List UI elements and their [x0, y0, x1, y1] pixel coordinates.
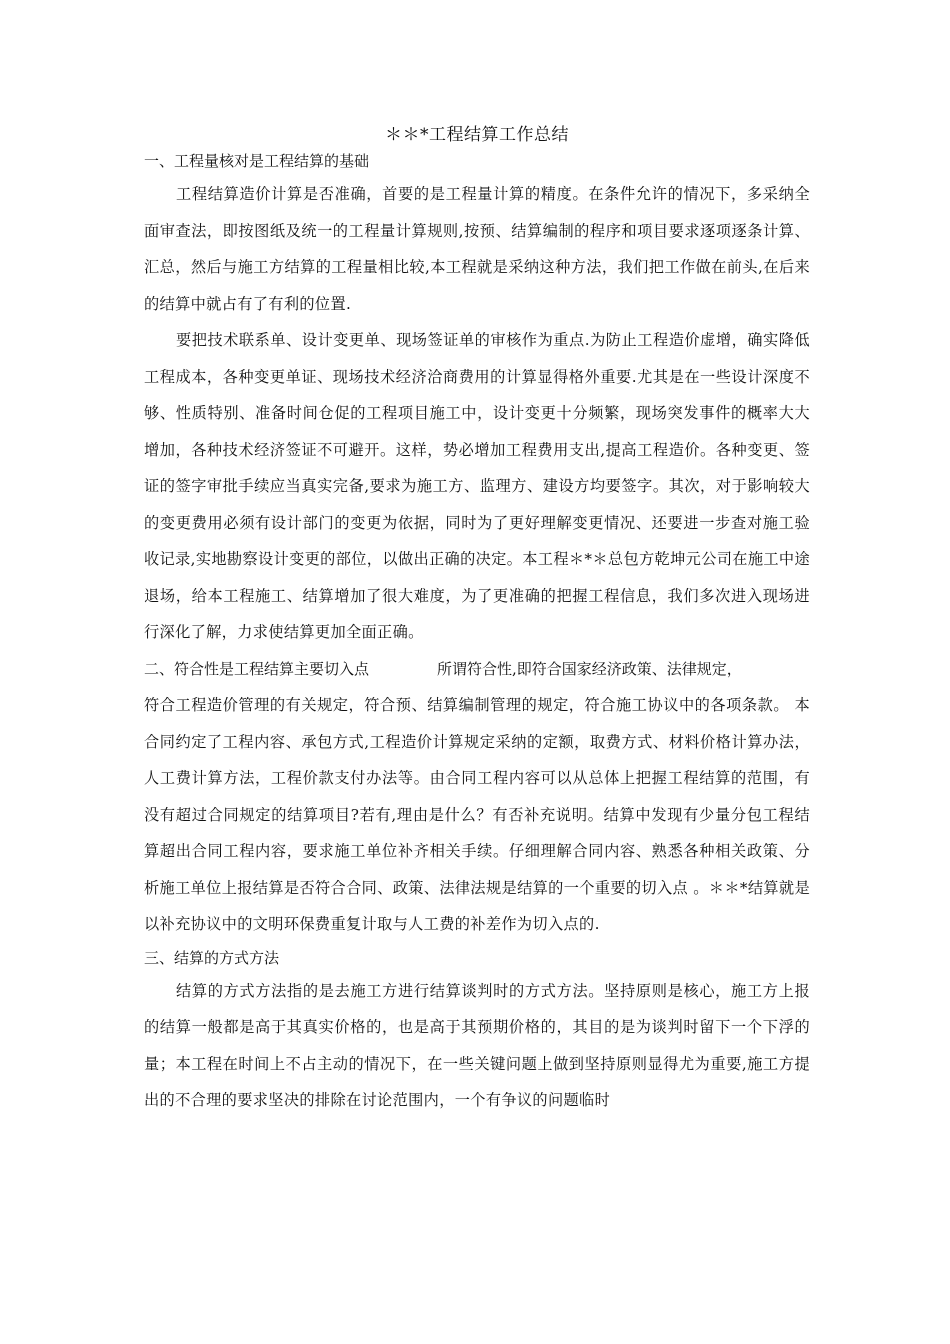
section-1 [144, 150, 810, 651]
paragraph: 要把技术联系单、设计变更单、现场签证单的审核作为重点.为防止工程造价虚增，确实降低工程成本，各种变更单证、现场技术经济洽商费用的计算显得格外重要.尤其是在一些设计深度不够、性质特别、准备时间仓促的工程项目施工中，设计变更十分频繁，现场突发事件的概率大大增加，各种技术经济签证不可避开。这样，势必增加工程费用支出,提高工程造价。各种变更、签证的签字审批手续应当真实完备,要求为施工方、监理方、建设方均要签字。其次，对于影响较大的变更费用必须有设计部门的变更为依据，同时为了更好理解变更情况、还要进一步查对施工验收记录,实地勘察设计变更的部位，以做出正确的决定。本工程＊*＊总包方乾坤元公司在施工中途退场，给本工程施工、结算增加了很大难度，为了更准确的把握工程信息，我们多次进入现场进行深化了解，力求使结算更加全面正确。 [144, 331, 810, 641]
section-heading: 一、工程量核对是工程结算的基础 [144, 152, 370, 170]
section-heading-line [144, 651, 810, 688]
section-heading: 三、结算的方式方法 [144, 948, 280, 967]
section-2 [144, 651, 810, 943]
paragraph: 工程结算造价计算是否准确，首要的是工程量计算的精度。在条件允许的情况下，多采纳全面审查法，即按图纸及统一的工程量计算规则,按预、结算编制的程序和项目要求逐项逐条计算、汇总，然后与施工方结算的工程量相比较,本工程就是采纳这种方法，我们把工作做在前头,在后来的结算中就占有了有利的位置. [144, 185, 810, 313]
document-page [144, 120, 810, 1119]
section-heading: 二、符合性是工程结算主要切入点 [144, 659, 370, 678]
section-3 [144, 947, 810, 1119]
paragraph: 符合工程造价管理的有关规定，符合预、结算编制管理的规定，符合施工协议中的各项条款。 本合同约定了工程内容、承包方式,工程造价计算规定采纳的定额，取费方式、材料价格计算办法，人工费计算方法，工程价款支付办法等。由合同工程内容可以从总体上把握工程结算的范围，有没有超过合同规定的结算项目?若有,理由是什么？有否补充说明。结算中发现有少量分包工程结算超出合同工程内容，要求施工单位补齐相关手续。仔细理解合同内容、熟悉各种相关政策、分析施工单位上报结算是否符合合同、政策、法律法规是结算的一个重要的切入点 。＊＊*结算就是以补充协议中的文明环保费重复计取与人工费的补差作为切入点的. [144, 696, 810, 933]
paragraph: 结算的方式方法指的是去施工方进行结算谈判时的方式方法。坚持原则是核心，施工方上报的结算一般都是高于其真实价格的，也是高于其预期价格的，其目的是为谈判时留下一个下浮的量；本工程在时间上不占主动的情况下，在一些关键问题上做到坚持原则显得尤为重要,施工方提出的不合理的要求坚决的排除在讨论范围内，一个有争议的问题临时 [144, 981, 810, 1109]
section-lead-text: 所谓符合性,即符合国家经济政策、法律规定， [437, 659, 742, 678]
document-title: ＊＊*工程结算工作总结 [385, 125, 569, 145]
